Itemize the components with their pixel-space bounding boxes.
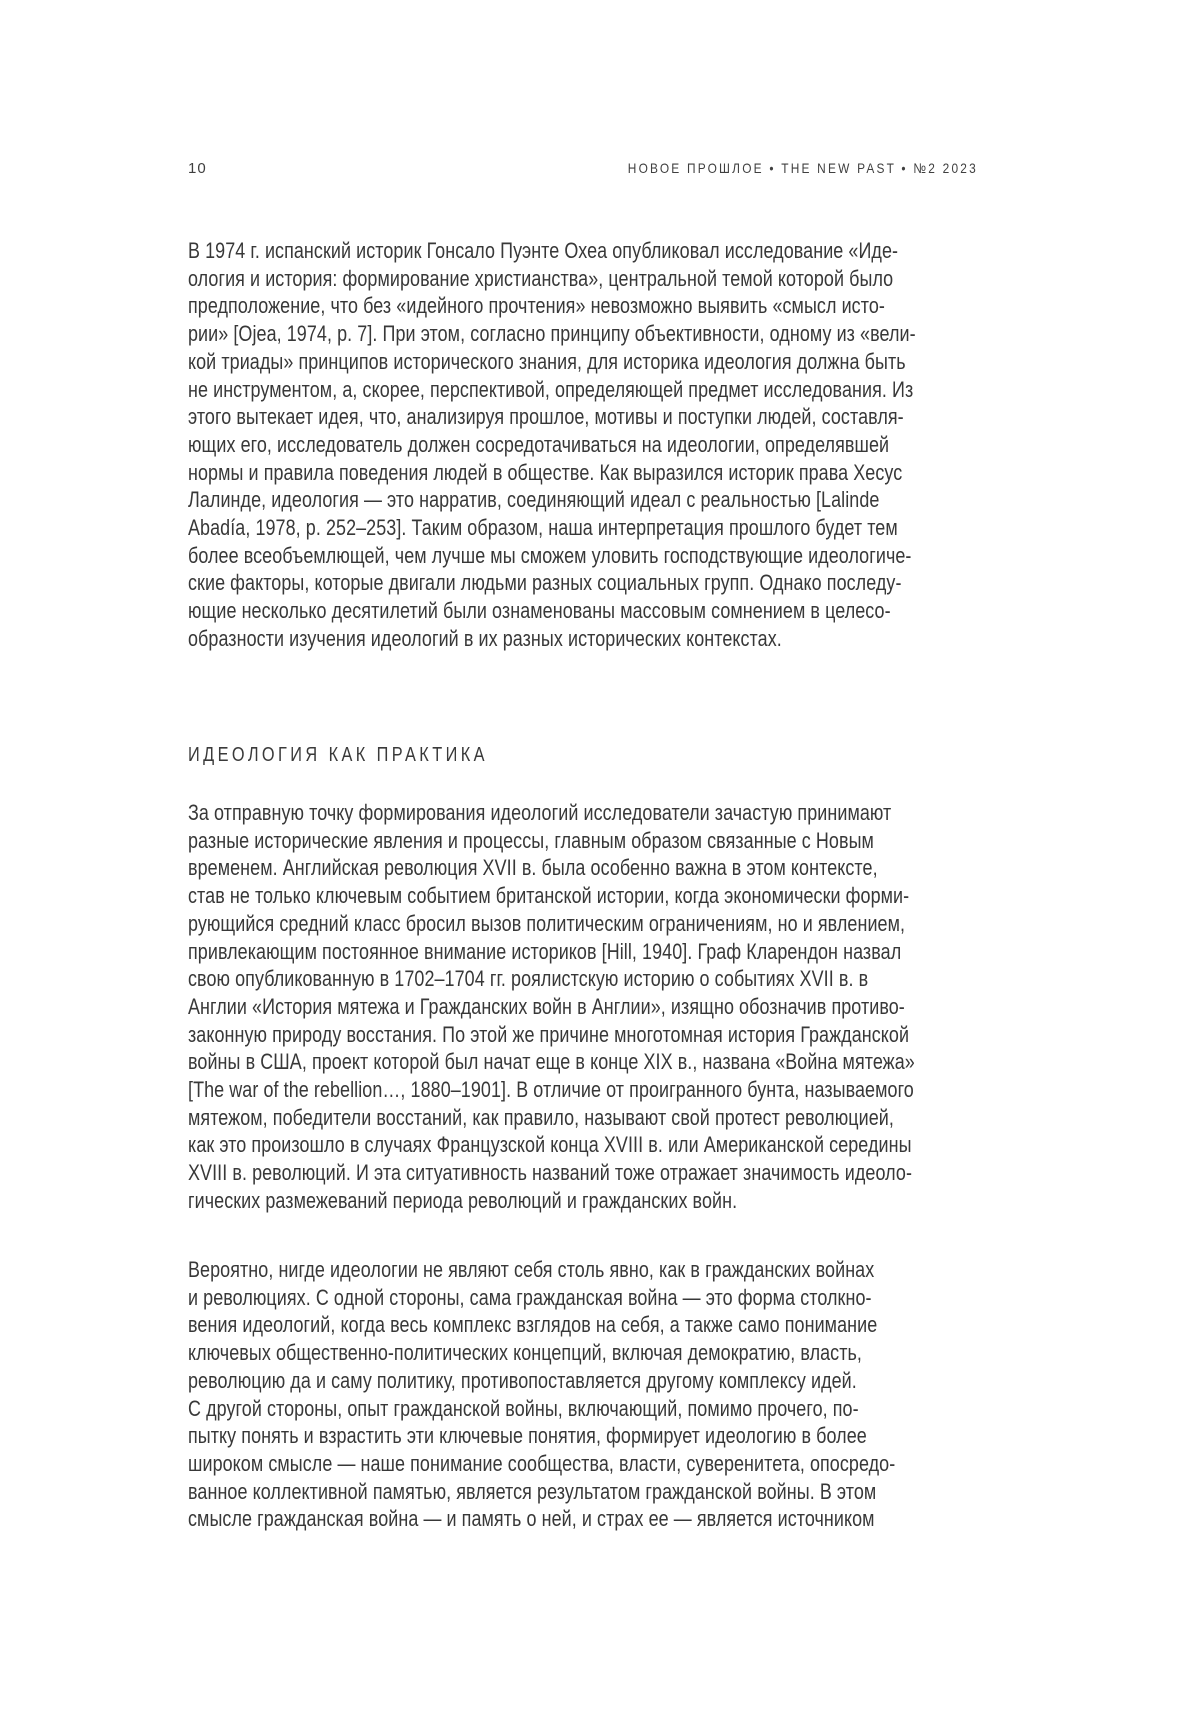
page-number: 10 <box>188 160 207 177</box>
section-paragraph-2: Вероятно, нигде идеологии не являют себя столь явно, как в гражданских войнах и революциях. С одной стороны, сама гражданская война — это форма столкно- вения идеологий, когда весь комплекс взглядов на себя, а также само понимание ключевых общественно-политических концепций, включая демократию, власть, революцию да и саму политику, противопоставляется другому комплексу идей. С другой стороны, опыт гражданской войны, включающий, помимо прочего, по- пытку понять и взрастить эти ключевые понятия, формирует идеологию в более широком смысле — наше понимание сообщества, власти, суверенитета, опосредо- ванное коллективной памятью, является результатом гражданской войны. В этом смысле гражданская война — и память о ней, и страх ее — является источником <box>188 1257 896 1532</box>
journal-running-title: НОВОЕ ПРОШЛОЕ • THE NEW PAST • №2 2023 <box>627 160 978 176</box>
intro-paragraph: В 1974 г. испанский историк Гонсало Пуэнте Охеа опубликовал исследование «Иде- ология и история: формирование христианства», центральной темой которой было предположение, что без «идейного прочтения» невозможно выявить «смысл исто- рии» [Ojea, 1974, p. 7]. При этом, согласно принципу объективности, одному из «вели- кой триады» принципов исторического знания, для историка идеология должна быть не инструментом, а, скорее, перспективой, определяющей предмет исследования. Из этого вытекает идея, что, анализируя прошлое, мотивы и поступки людей, составля- ющих его, исследователь должен сосредотачиваться на идеологии, определявшей нормы и правила поведения людей в обществе. Как выразился историк права Хесус Лалинде, идеология — это нарратив, соединяющий идеал с реальностью [Lalinde Abadía, 1978, p. 252–253]. Таким образом, наша интерпретация прошлого будет тем более всеобъемлющей, чем лучше мы сможем уловить господствующие идеологиче- ские факторы, которые двигали людьми разных социальных групп. Однако последу- ющие несколько десятилетий были ознаменованы массовым сомнением в целесо- образности изучения идеологий в их разных исторических контекстах. <box>188 238 916 651</box>
section-paragraph-1: За отправную точку формирования идеологий исследователи зачастую принимают разные исторические явления и процессы, главным образом связанные с Новым временем. Английская революция XVII в. была особенно важна в этом контексте, став не только ключевым событием британской истории, когда экономически форми- рующийся средний класс бросил вызов политическим ограничениям, но и явлением, привлекающим постоянное внимание историков [Hill, 1940]. Граф Кларендон назвал свою опубликованную в 1702–1704 гг. роялистскую историю о событиях XVII в. в Англии «История мятежа и Гражданских войн в Англии», изящно обозначив противо- законную природу восстания. По этой же причине многотомная история Гражданской войны в США, проект которой был начат еще в конце XIX в., названа «Война мятежа» [The war of the rebellion…, 1880–1901]. В отличие от проигранного бунта, называемого мятежом, победители восстаний, как правило, называют свой протест революцией, как это произошло в случаях Французской конца XVIII в. или Американской середины XVIII в. революций. И эта ситуативность названий тоже отражает значимость идеоло- гических размежеваний периода революций и гражданских войн. <box>188 800 915 1213</box>
article-text-column <box>188 0 983 1714</box>
section-heading: ИДЕОЛОГИЯ КАК ПРАКТИКА <box>188 744 488 766</box>
